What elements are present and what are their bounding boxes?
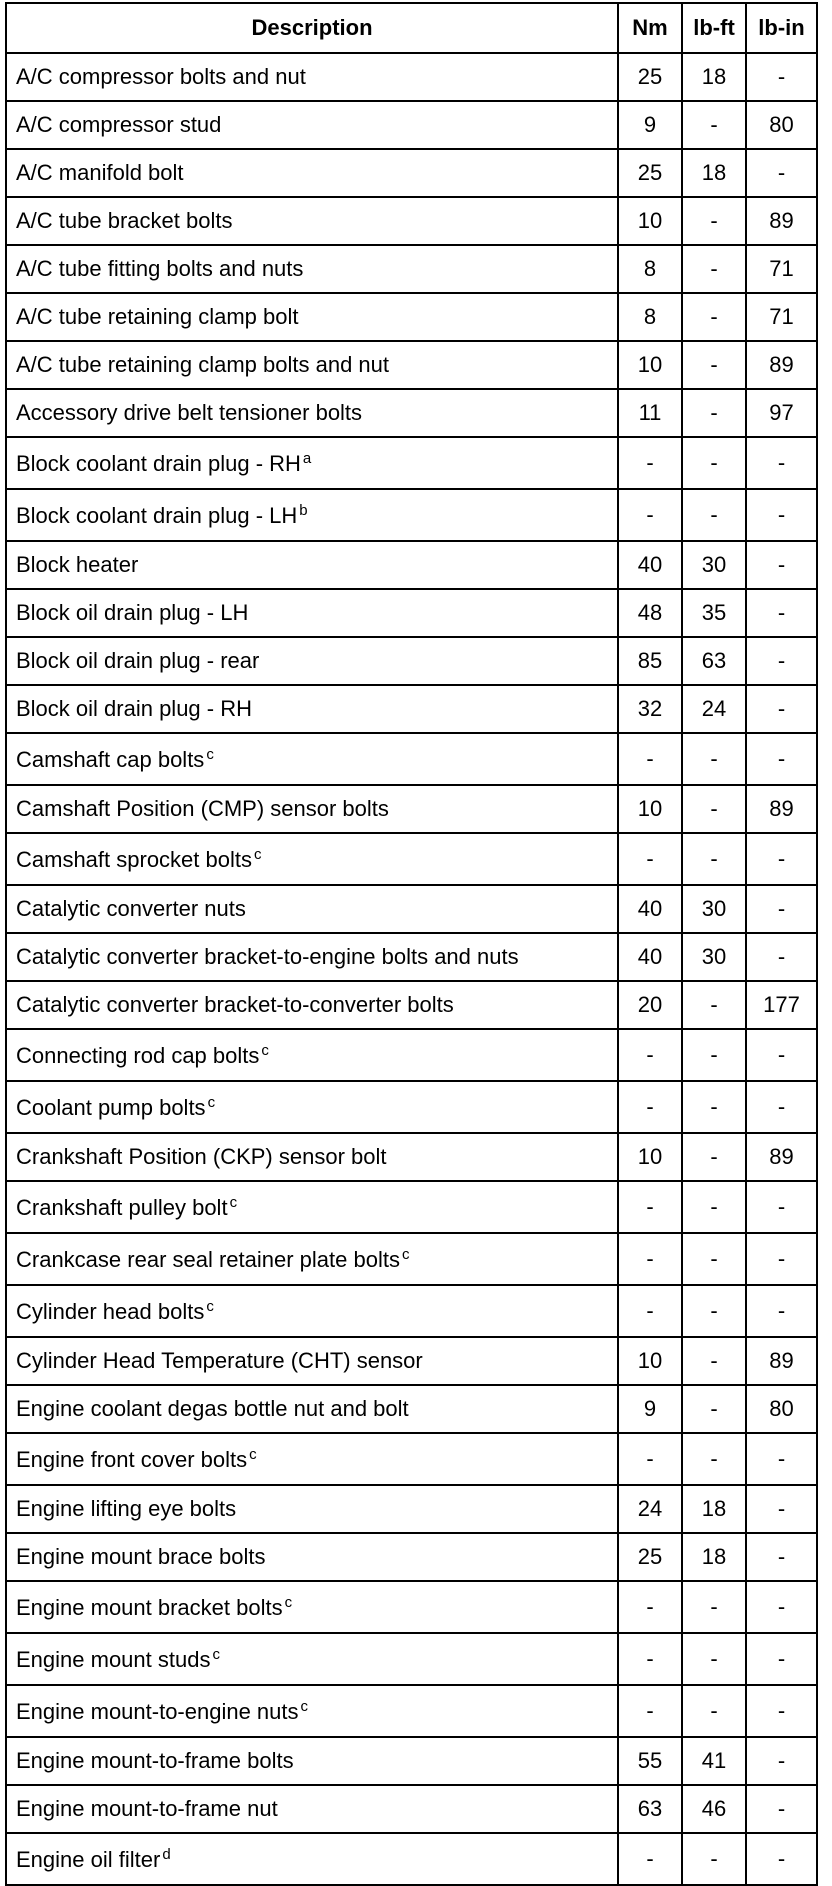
table-row [6,1029,817,1081]
table-row [6,149,817,197]
row-lb-in-value: - [746,149,817,197]
row-description: Connecting rod cap bolts [16,1043,260,1068]
row-nm-value: - [618,1233,682,1285]
row-nm-value: - [618,1685,682,1737]
row-lb-ft-value: 30 [682,885,746,933]
row-lb-in-value: 97 [746,389,817,437]
row-lb-in-value: 80 [746,1385,817,1433]
header-row [6,3,817,53]
row-nm-value: 63 [618,1785,682,1833]
row-description-cell [6,1081,618,1133]
table-row [6,389,817,437]
row-description-cell [6,1485,618,1533]
row-lb-in-value: - [746,1181,817,1233]
row-lb-in-value: - [746,1581,817,1633]
row-description: Block coolant drain plug - RH [16,451,301,476]
row-lb-ft-value: 41 [682,1737,746,1785]
row-description-cell [6,53,618,101]
row-lb-ft-value: - [682,437,746,489]
row-nm-value: - [618,833,682,885]
row-description: Engine mount-to-frame bolts [16,1748,294,1773]
row-nm-value: - [618,489,682,541]
row-nm-value: 32 [618,685,682,733]
row-lb-ft-value: 18 [682,1485,746,1533]
row-lb-ft-value: 30 [682,541,746,589]
row-description: A/C tube bracket bolts [16,208,233,233]
row-nm-value: 20 [618,981,682,1029]
row-nm-value: 8 [618,245,682,293]
footnote-marker: c [401,1246,410,1263]
row-description: A/C compressor stud [16,112,222,137]
row-description-cell [6,1737,618,1785]
table-row [6,589,817,637]
torque-specifications-table [5,2,818,1886]
row-nm-value: - [618,1633,682,1685]
row-lb-ft-value: - [682,1133,746,1181]
row-lb-in-value: - [746,1633,817,1685]
row-lb-ft-value: - [682,293,746,341]
row-nm-value: 24 [618,1485,682,1533]
row-nm-value: 55 [618,1737,682,1785]
row-description-cell [6,149,618,197]
row-nm-value: 10 [618,197,682,245]
row-description-cell [6,1181,618,1233]
row-lb-in-value: - [746,1685,817,1737]
row-description-cell [6,1285,618,1337]
row-description-cell [6,733,618,785]
row-description-cell [6,293,618,341]
row-lb-in-value: - [746,637,817,685]
table-row [6,1233,817,1285]
table-row [6,1285,817,1337]
row-description-cell [6,885,618,933]
row-description-cell [6,981,618,1029]
table-row [6,541,817,589]
header-lb-ft: lb-ft [682,3,746,53]
row-description: Block heater [16,552,139,577]
row-nm-value: - [618,437,682,489]
table-row [6,1633,817,1685]
row-description: Engine coolant degas bottle nut and bolt [16,1396,409,1421]
table-row [6,685,817,733]
row-nm-value: 9 [618,101,682,149]
row-description-cell [6,245,618,293]
table-row [6,1385,817,1433]
row-description: Accessory drive belt tensioner bolts [16,400,363,425]
row-description: Cylinder Head Temperature (CHT) sensor [16,1348,423,1373]
row-description: Catalytic converter bracket-to-engine bolts and nuts [16,944,519,969]
table-header [6,3,817,53]
row-lb-ft-value: - [682,101,746,149]
row-lb-ft-value: - [682,1833,746,1885]
table-row [6,245,817,293]
row-nm-value: - [618,1081,682,1133]
row-description: Camshaft sprocket bolts [16,847,252,872]
row-lb-ft-value: 63 [682,637,746,685]
row-lb-ft-value: - [682,1433,746,1485]
row-nm-value: 9 [618,1385,682,1433]
row-nm-value: 40 [618,885,682,933]
row-lb-ft-value: - [682,1285,746,1337]
row-nm-value: 10 [618,1133,682,1181]
table-row [6,437,817,489]
table-row [6,1337,817,1385]
table-row [6,1433,817,1485]
row-lb-in-value: - [746,541,817,589]
row-nm-value: - [618,1285,682,1337]
row-lb-in-value: - [746,589,817,637]
row-description: A/C tube retaining clamp bolt [16,304,299,329]
row-description: Engine oil filter [16,1847,161,1872]
table-row [6,785,817,833]
header-nm: Nm [618,3,682,53]
footnote-marker: c [300,1698,309,1715]
row-description-cell [6,541,618,589]
row-lb-in-value: - [746,833,817,885]
row-nm-value: 85 [618,637,682,685]
table-row [6,981,817,1029]
row-lb-in-value: 71 [746,245,817,293]
row-lb-ft-value: 24 [682,685,746,733]
row-description-cell [6,1685,618,1737]
row-description: Engine mount brace bolts [16,1544,266,1569]
table-row [6,489,817,541]
table-row [6,101,817,149]
row-description-cell [6,489,618,541]
footnote-marker: c [206,1298,214,1315]
row-lb-ft-value: - [682,833,746,885]
row-description: A/C tube retaining clamp bolts and nut [16,352,390,377]
table-row [6,1181,817,1233]
row-description-cell [6,389,618,437]
table-row [6,341,817,389]
row-lb-ft-value: - [682,489,746,541]
row-description: Block coolant drain plug - LH [16,503,298,528]
row-nm-value: - [618,1833,682,1885]
row-description-cell [6,589,618,637]
table-row [6,1533,817,1581]
row-lb-in-value: - [746,933,817,981]
row-lb-in-value: - [746,1285,817,1337]
row-description: A/C tube fitting bolts and nuts [16,256,304,281]
row-description: Block oil drain plug - RH [16,696,252,721]
row-lb-in-value: 80 [746,101,817,149]
row-lb-ft-value: 18 [682,1533,746,1581]
row-description-cell [6,637,618,685]
row-lb-in-value: 89 [746,1133,817,1181]
footnote-marker: b [299,502,308,519]
row-lb-ft-value: - [682,1385,746,1433]
row-description: Crankcase rear seal retainer plate bolts [16,1247,400,1272]
footnote-marker: c [249,1446,257,1463]
row-nm-value: - [618,1181,682,1233]
row-nm-value: 40 [618,541,682,589]
header-description: Description [6,3,618,53]
table-row [6,1833,817,1885]
table-row [6,1485,817,1533]
table-row [6,293,817,341]
table-row [6,733,817,785]
row-lb-in-value: - [746,53,817,101]
row-lb-in-value: - [746,1029,817,1081]
row-description-cell [6,341,618,389]
row-lb-in-value: - [746,437,817,489]
row-nm-value: 8 [618,293,682,341]
table-row [6,1081,817,1133]
row-description: Block oil drain plug - rear [16,648,260,673]
row-nm-value: - [618,1029,682,1081]
row-lb-ft-value: - [682,1633,746,1685]
row-description: Camshaft cap bolts [16,747,205,772]
footnote-marker: c [284,1594,293,1611]
row-description-cell [6,1385,618,1433]
row-lb-in-value: - [746,1433,817,1485]
footnote-marker: c [229,1194,238,1211]
table-row [6,1785,817,1833]
row-lb-ft-value: - [682,981,746,1029]
row-lb-in-value: - [746,885,817,933]
row-description: Catalytic converter nuts [16,896,246,921]
footnote-marker: c [261,1042,269,1059]
row-lb-ft-value: - [682,1081,746,1133]
row-description-cell [6,101,618,149]
row-lb-ft-value: 18 [682,53,746,101]
table-row [6,53,817,101]
row-lb-ft-value: 30 [682,933,746,981]
row-description-cell [6,933,618,981]
row-nm-value: 10 [618,1337,682,1385]
row-description-cell [6,1581,618,1633]
row-lb-in-value: - [746,1081,817,1133]
row-description-cell [6,785,618,833]
row-lb-in-value: - [746,1785,817,1833]
row-lb-in-value: - [746,1233,817,1285]
footnote-marker: c [253,846,262,863]
footnote-marker: c [212,1646,220,1663]
row-description: Engine mount-to-frame nut [16,1796,278,1821]
row-lb-ft-value: - [682,245,746,293]
row-lb-in-value: - [746,733,817,785]
row-lb-in-value: 89 [746,341,817,389]
row-lb-ft-value: - [682,1685,746,1737]
table-row [6,933,817,981]
table-row [6,1581,817,1633]
table-row [6,1133,817,1181]
row-nm-value: - [618,733,682,785]
row-description-cell [6,833,618,885]
row-description: Engine mount-to-engine nuts [16,1699,299,1724]
row-lb-in-value: - [746,685,817,733]
row-nm-value: 10 [618,341,682,389]
row-description-cell [6,437,618,489]
row-nm-value: - [618,1581,682,1633]
row-lb-ft-value: - [682,341,746,389]
row-description-cell [6,1633,618,1685]
row-description: Engine mount bracket bolts [16,1595,283,1620]
row-lb-ft-value: - [682,1581,746,1633]
footnote-marker: d [162,1846,171,1863]
row-description: Cylinder head bolts [16,1299,205,1324]
table-row [6,885,817,933]
table-row [6,833,817,885]
table-row [6,1737,817,1785]
row-description: Engine front cover bolts [16,1447,248,1472]
row-description-cell [6,685,618,733]
row-description: Catalytic converter bracket-to-converter bolts [16,992,454,1017]
row-lb-in-value: - [746,489,817,541]
row-description: Block oil drain plug - LH [16,600,249,625]
row-nm-value: 48 [618,589,682,637]
row-description: Engine mount studs [16,1647,211,1672]
table-row [6,197,817,245]
row-lb-ft-value: 35 [682,589,746,637]
row-lb-in-value: - [746,1833,817,1885]
row-lb-in-value: 177 [746,981,817,1029]
row-description: A/C manifold bolt [16,160,184,185]
footnote-marker: c [206,746,214,763]
row-lb-in-value: - [746,1737,817,1785]
row-lb-ft-value: - [682,1337,746,1385]
table-row [6,637,817,685]
header-lb-in: lb-in [746,3,817,53]
row-lb-ft-value: 46 [682,1785,746,1833]
row-lb-in-value: 89 [746,785,817,833]
row-lb-ft-value: - [682,1029,746,1081]
row-lb-ft-value: - [682,733,746,785]
row-lb-in-value: 89 [746,197,817,245]
row-lb-in-value: 89 [746,1337,817,1385]
row-description-cell [6,197,618,245]
row-lb-ft-value: - [682,1233,746,1285]
table-row [6,1685,817,1737]
row-lb-ft-value: - [682,197,746,245]
row-nm-value: 25 [618,1533,682,1581]
row-description-cell [6,1029,618,1081]
row-lb-in-value: 71 [746,293,817,341]
row-description: Coolant pump bolts [16,1095,206,1120]
row-description-cell [6,1433,618,1485]
row-lb-ft-value: - [682,389,746,437]
row-description-cell [6,1233,618,1285]
table-body [6,53,817,1885]
row-description: Crankshaft pulley bolt [16,1195,228,1220]
row-nm-value: 25 [618,149,682,197]
row-nm-value: 40 [618,933,682,981]
row-lb-ft-value: - [682,785,746,833]
row-lb-in-value: - [746,1485,817,1533]
footnote-marker: a [302,450,312,467]
row-nm-value: 25 [618,53,682,101]
row-nm-value: 10 [618,785,682,833]
row-nm-value: 11 [618,389,682,437]
row-description: Engine lifting eye bolts [16,1496,237,1521]
row-nm-value: - [618,1433,682,1485]
row-lb-ft-value: 18 [682,149,746,197]
row-description-cell [6,1337,618,1385]
row-description-cell [6,1833,618,1885]
row-description: Crankshaft Position (CKP) sensor bolt [16,1144,387,1169]
row-description-cell [6,1133,618,1181]
row-description: Camshaft Position (CMP) sensor bolts [16,796,389,821]
row-lb-in-value: - [746,1533,817,1581]
row-description-cell [6,1533,618,1581]
footnote-marker: c [207,1094,216,1111]
row-lb-ft-value: - [682,1181,746,1233]
row-description-cell [6,1785,618,1833]
row-description: A/C compressor bolts and nut [16,64,306,89]
